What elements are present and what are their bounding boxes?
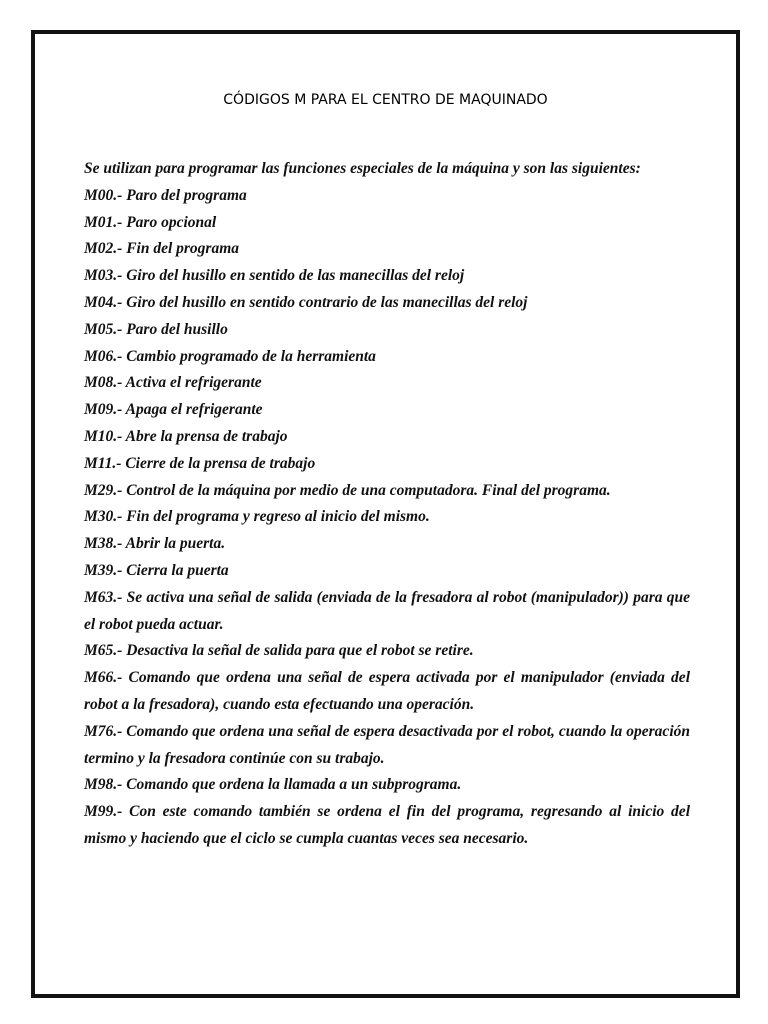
code-m29: M29.- Control de la máquina por medio de una computadora. Final del programa. xyxy=(84,481,611,499)
code-m39: M39.- Cierra la puerta xyxy=(84,561,229,579)
page-border xyxy=(31,30,740,998)
code-m00: M00.- Paro del programa xyxy=(84,186,247,204)
code-m06: M06.- Cambio programado de la herramienta xyxy=(84,347,376,365)
code-m05: M05.- Paro del husillo xyxy=(84,320,228,338)
code-m02: M02.- Fin del programa xyxy=(84,240,240,258)
intro-paragraph: Se utilizan para programar las funciones especiales de la máquina y son las siguientes: xyxy=(84,160,641,177)
code-m30: M30.- Fin del programa y regreso al inicio del mismo. xyxy=(84,508,430,526)
code-m08: M08.- Activa el refrigerante xyxy=(84,374,262,392)
page-title: CÓDIGOS M PARA EL CENTRO DE MAQUINADO xyxy=(223,92,548,108)
code-m66: M66.- Comando que ordena una señal de espera activada por el manipulador (enviada del robot a la fresadora), cuando esta efectuando una operación. xyxy=(84,669,690,713)
code-m09: M09.- Apaga el refrigerante xyxy=(84,401,263,419)
code-m04: M04.- Giro del husillo en sentido contrario de las manecillas del reloj xyxy=(84,293,528,311)
code-m98: M98.- Comando que ordena la llamada a un subprograma. xyxy=(84,776,462,794)
document-body xyxy=(84,156,690,853)
code-m99: M99.- Con este comando también se ordena el fin del programa, regresando al inicio del mismo y haciendo que el ciclo se cumpla cuantas veces sea necesario. xyxy=(84,803,690,847)
code-m65: M65.- Desactiva la señal de salida para que el robot se retire. xyxy=(84,642,474,660)
code-m01: M01.- Paro opcional xyxy=(84,213,217,231)
code-m63: M63.- Se activa una señal de salida (enviada de la fresadora al robot (manipulador)) para que el robot pueda actuar. xyxy=(84,588,690,633)
code-m03: M03.- Giro del husillo en sentido de las manecillas del reloj xyxy=(84,267,465,285)
code-m76: M76.- Comando que ordena una señal de espera desactivada por el robot, cuando la operación termino y la fresadora continúe con su trabajo. xyxy=(84,722,690,767)
code-m38: M38.- Abrir la puerta. xyxy=(84,535,226,553)
code-m11: M11.- Cierre de la prensa de trabajo xyxy=(84,454,316,472)
code-m10: M10.- Abre la prensa de trabajo xyxy=(84,427,288,445)
